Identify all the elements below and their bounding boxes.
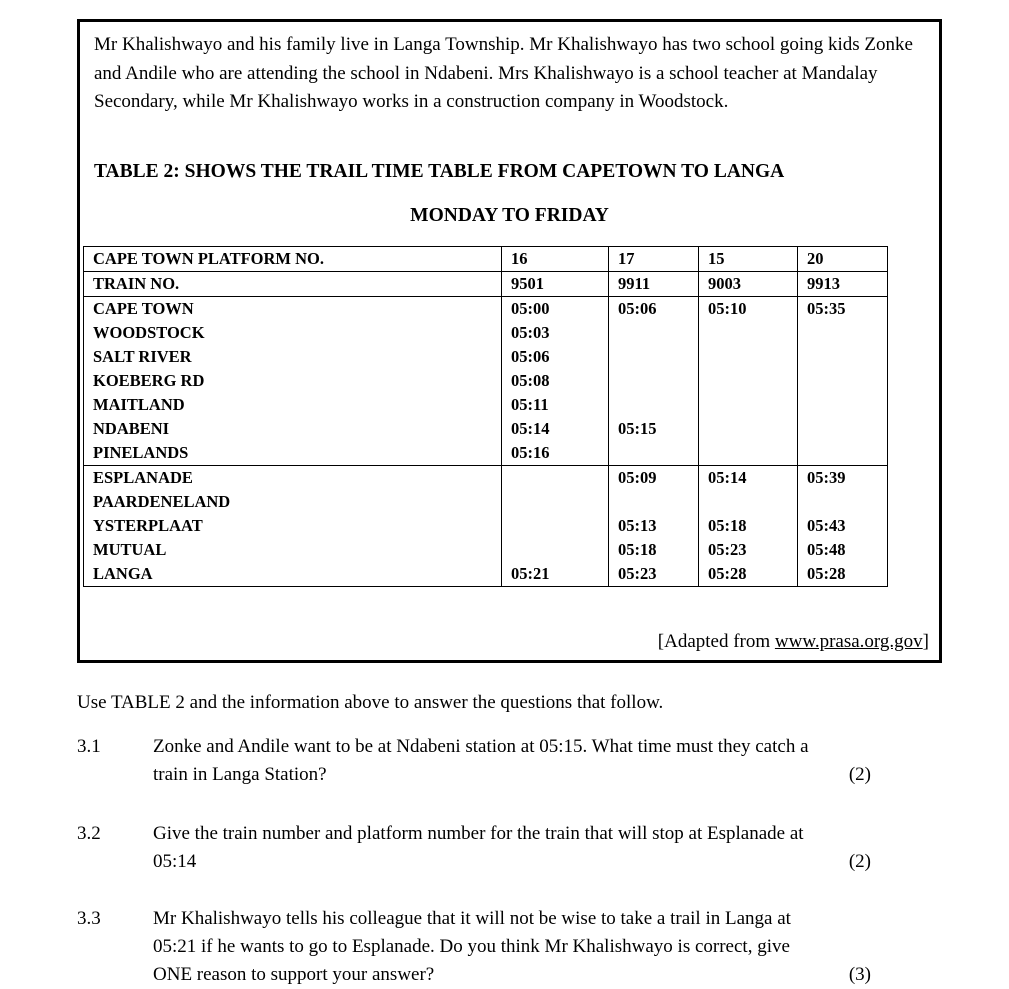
departure-time-cell [798,369,888,393]
station-name: MUTUAL [84,538,502,562]
departure-time-cell [798,393,888,417]
question-text: Zonke and Andile want to be at Ndabeni station at 05:15. What time must they catch a train in Langa Station? [153,736,809,785]
departure-time-cell [699,345,798,369]
departure-time-cell: 05:23 [609,562,699,587]
departure-time-cell: 05:14 [699,466,798,491]
departure-time-cell: 05:18 [699,514,798,538]
station-name: WOODSTOCK [84,321,502,345]
departure-time-cell: 05:03 [502,321,609,345]
station-row [84,297,888,322]
departure-time-cell: 05:00 [502,297,609,322]
train-number-cell: 9911 [609,272,699,297]
platform-cell: 17 [609,247,699,272]
departure-time-cell [798,441,888,466]
platform-cell: 16 [502,247,609,272]
departure-time-cell: 05:18 [609,538,699,562]
station-row [84,369,888,393]
question-marks: (3) [848,964,871,985]
station-name: LANGA [84,562,502,587]
departure-time-cell: 05:11 [502,393,609,417]
source-prefix: [Adapted from [657,631,775,652]
departure-time-cell: 05:35 [798,297,888,322]
departure-time-cell: 05:28 [798,562,888,587]
question-marks: (2) [848,851,871,872]
departure-time-cell: 05:15 [609,417,699,441]
departure-time-cell [502,514,609,538]
departure-time-cell [699,393,798,417]
source-suffix: ] [922,631,929,652]
departure-time-cell [609,490,699,514]
train-number-cell: 9913 [798,272,888,297]
station-name: MAITLAND [84,393,502,417]
departure-time-cell [609,393,699,417]
station-name: NDABENI [84,417,502,441]
info-box [77,19,942,663]
station-row [84,538,888,562]
train-number-cell: 9501 [502,272,609,297]
instruction-text: Use TABLE 2 and the information above to answer the questions that follow. [77,692,664,713]
departure-time-cell: 05:09 [609,466,699,491]
departure-time-cell: 05:08 [502,369,609,393]
departure-time-cell [798,490,888,514]
station-name: YSTERPLAAT [84,514,502,538]
platform-cell: 20 [798,247,888,272]
station-name: PAARDENELAND [84,490,502,514]
departure-time-cell [798,321,888,345]
departure-time-cell: 05:48 [798,538,888,562]
train-timetable [83,246,888,587]
departure-time-cell: 05:10 [699,297,798,322]
station-row [84,393,888,417]
question-number: 3.2 [77,823,101,844]
departure-time-cell [798,345,888,369]
station-row [84,417,888,441]
station-name: SALT RIVER [84,345,502,369]
table-subtitle: MONDAY TO FRIDAY [410,205,609,226]
departure-time-cell [609,369,699,393]
departure-time-cell [699,490,798,514]
train-number-row [84,272,888,297]
station-name: KOEBERG RD [84,369,502,393]
platform-cell: 15 [699,247,798,272]
station-row [84,466,888,491]
departure-time-cell [609,321,699,345]
platform-row [84,247,888,272]
departure-time-cell [699,369,798,393]
train-number-cell: 9003 [699,272,798,297]
table-title: TABLE 2: SHOWS THE TRAIL TIME TABLE FROM CAPETOWN TO LANGA [94,161,785,182]
station-row [84,321,888,345]
departure-time-cell: 05:13 [609,514,699,538]
question-marks: (2) [848,764,871,785]
question-number: 3.1 [77,736,101,757]
departure-time-cell [798,417,888,441]
departure-time-cell: 05:06 [609,297,699,322]
source-note [658,631,929,653]
departure-time-cell: 05:28 [699,562,798,587]
question-number: 3.3 [77,908,101,929]
station-row [84,514,888,538]
platform-label: CAPE TOWN PLATFORM NO. [84,247,502,272]
departure-time-cell [699,321,798,345]
departure-time-cell [609,345,699,369]
departure-time-cell [699,441,798,466]
station-name: PINELANDS [84,441,502,466]
departure-time-cell: 05:43 [798,514,888,538]
departure-time-cell: 05:21 [502,562,609,587]
departure-time-cell: 05:16 [502,441,609,466]
departure-time-cell: 05:39 [798,466,888,491]
question-text: Mr Khalishwayo tells his colleague that it will not be wise to take a trail in Langa at 05:21 if he wants to go to Esplanade. Do you think Mr Khalishwayo is correct, give ONE reason to support your answer? [153,908,791,985]
departure-time-cell [609,441,699,466]
station-row [84,490,888,514]
departure-time-cell: 05:23 [699,538,798,562]
departure-time-cell [699,417,798,441]
question-text: Give the train number and platform number for the train that will stop at Esplanade at 05:14 [153,823,804,872]
source-link[interactable]: www.prasa.org.gov [774,631,923,652]
departure-time-cell: 05:14 [502,417,609,441]
train-label: TRAIN NO. [84,272,502,297]
station-row [84,562,888,587]
departure-time-cell [502,538,609,562]
station-row [84,345,888,369]
departure-time-cell [502,466,609,491]
station-name: CAPE TOWN [84,297,502,322]
station-name: ESPLANADE [84,466,502,491]
station-row [84,441,888,466]
intro-paragraph: Mr Khalishwayo and his family live in Langa Township. Mr Khalishwayo has two school going kids Zonke and Andile who are attending the school in Ndabeni. Mrs Khalishwayo is a school teacher at Mandalay Secondary, while Mr Khalishwayo works in a construction company in Woodstock. [94,34,913,112]
departure-time-cell [502,490,609,514]
departure-time-cell: 05:06 [502,345,609,369]
